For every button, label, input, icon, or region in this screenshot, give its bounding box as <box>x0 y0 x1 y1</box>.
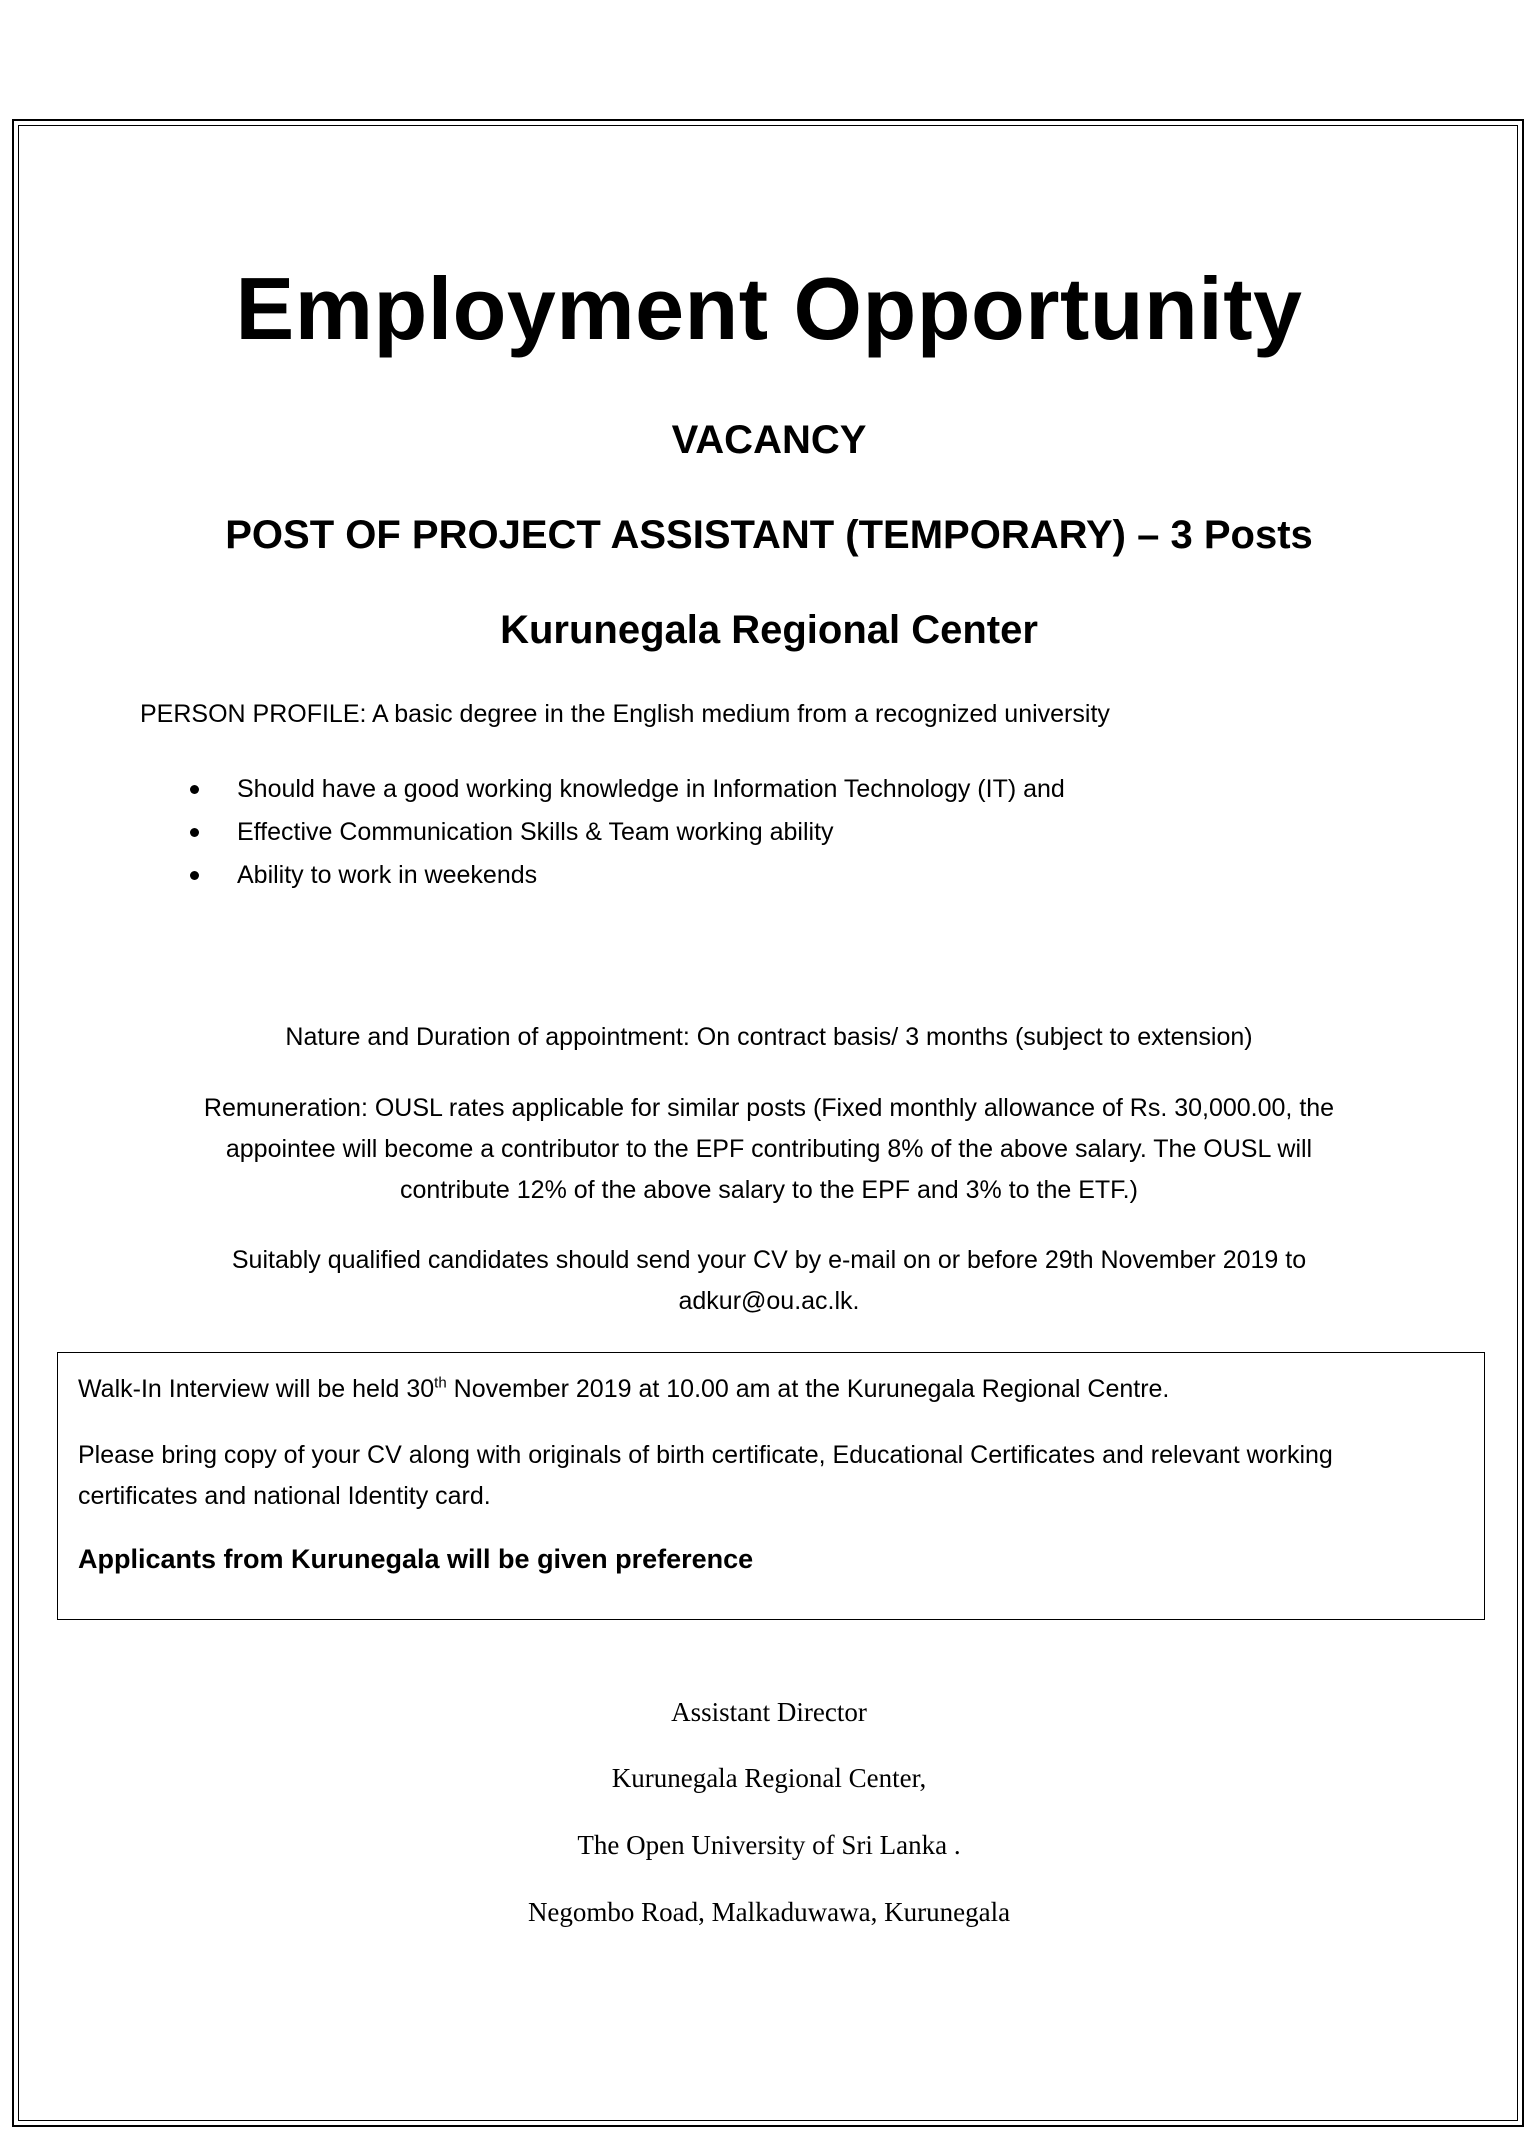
documents-required <box>78 1435 1478 1517</box>
bullet-icon <box>190 785 199 794</box>
requirement-text: Ability to work in weekends <box>237 861 538 889</box>
appointment-nature: Nature and Duration of appointment: On contract basis/ 3 months (subject to extension) <box>285 1023 1253 1051</box>
vacancy-heading: VACANCY <box>671 418 867 462</box>
list-item <box>190 811 1065 854</box>
application-email: adkur@ou.ac.lk. <box>678 1287 860 1315</box>
signature-center: Kurunegala Regional Center, <box>611 1763 927 1793</box>
requirement-text: Should have a good working knowledge in Information Technology (IT) and <box>237 775 1065 803</box>
remuneration-line: contribute 12% of the above salary to the EPF and 3% to the ETF.) <box>400 1176 1138 1204</box>
application-line: Suitably qualified candidates should send your CV by e-mail on or before 29th November 2019 to <box>231 1246 1307 1274</box>
documents-line: certificates and national Identity card. <box>78 1482 491 1510</box>
signature-address: Negombo Road, Malkaduwawa, Kurunegala <box>527 1897 1011 1927</box>
post-heading: POST OF PROJECT ASSISTANT (TEMPORARY) – 3 Posts <box>225 513 1313 557</box>
remuneration-line: Remuneration: OUSL rates applicable for similar posts (Fixed monthly allowance of Rs. 30,000.00, the <box>203 1094 1335 1122</box>
walkin-interview-text <box>78 1369 1169 1410</box>
page-title: Employment Opportunity <box>235 259 1303 358</box>
list-item <box>190 768 1065 811</box>
regional-center-heading: Kurunegala Regional Center <box>500 608 1038 652</box>
bullet-icon <box>190 871 199 880</box>
signature-university: The Open University of Sri Lanka . <box>577 1830 961 1860</box>
interview-notice-box <box>57 1352 1485 1620</box>
requirement-text: Effective Communication Skills & Team working ability <box>237 818 834 846</box>
application-instructions <box>130 1240 1408 1322</box>
walkin-ordinal: th <box>434 1374 447 1392</box>
requirements-list <box>190 768 1065 897</box>
bullet-icon <box>190 828 199 837</box>
remuneration <box>130 1088 1408 1211</box>
walkin-prefix: Walk-In Interview will be held 30 <box>78 1375 435 1403</box>
documents-line: Please bring copy of your CV along with originals of birth certificate, Educational Certificates and relevant working <box>78 1441 1333 1469</box>
preference-note: Applicants from Kurunegala will be given preference <box>78 1544 754 1574</box>
walkin-suffix: November 2019 at 10.00 am at the Kurunegala Regional Centre. <box>446 1375 1170 1403</box>
list-item <box>190 854 1065 897</box>
remuneration-line: appointee will become a contributor to the EPF contributing 8% of the above salary. The OUSL will <box>225 1135 1313 1163</box>
signature-title: Assistant Director <box>671 1697 867 1727</box>
person-profile: PERSON PROFILE: A basic degree in the English medium from a recognized university <box>140 700 1110 728</box>
